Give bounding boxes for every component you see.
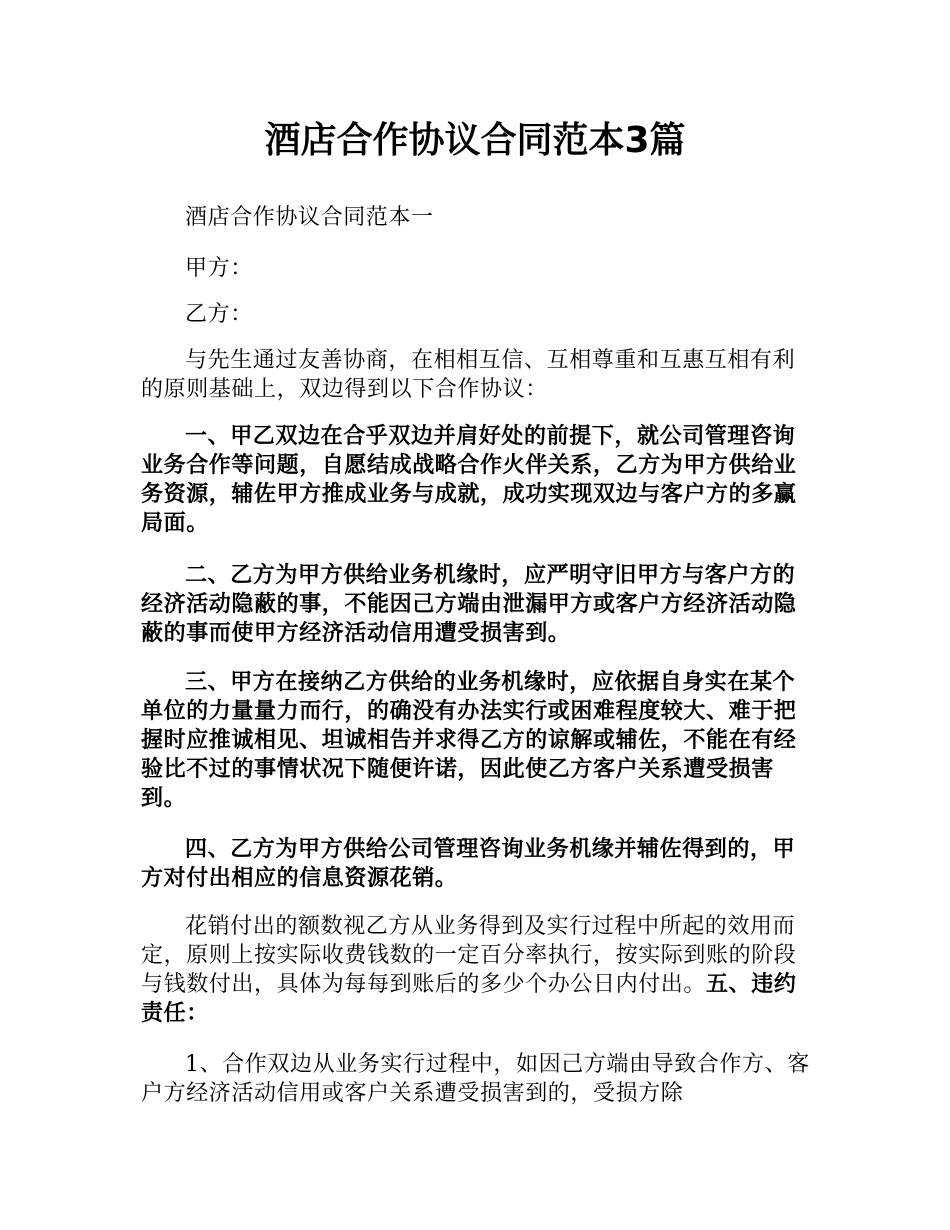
document-title: 酒店合作协议合同范本3篇 bbox=[264, 120, 686, 161]
document-subtitle: 酒店合作协议合同范本一 bbox=[185, 205, 434, 230]
fee-paragraph bbox=[141, 912, 813, 1028]
clause-3: 三、甲方在接纳乙方供给的业务机缘时，应依据自身实在某个单位的力量量力而行，的确没有办法实行或困难程度较大、难于把握时应推诚相见、坦诚相告并求得乙方的谅解或辅佐，不能在有经验比不过的事情状况下随便许诺，因此使乙方客户关系遭受损害到。 bbox=[141, 670, 797, 811]
party-b-label: 乙方： bbox=[185, 302, 253, 327]
breach-clause-1: 1、合作双边从业务实行过程中，如因己方端由导致合作方、客户方经济活动信用或客户关系遭受损害到的，受损方除 bbox=[141, 1052, 810, 1106]
clause-4: 四、乙方为甲方供给公司管理咨询业务机缘并辅佐得到的，甲方对付出相应的信息资源花销。 bbox=[141, 837, 796, 891]
clause-5-heading: 五、违约责任： bbox=[141, 972, 797, 1026]
clause-1: 一、甲乙双边在合乎双边并肩好处的前提下，就公司管理咨询业务合作等问题，自愿结成战略合作火伴关系，乙方为甲方供给业务资源，辅佐甲方推成业务与成就，成功实现双边与客户方的多赢局面。 bbox=[141, 424, 797, 536]
fee-text: 花销付出的额数视乙方从业务得到及实行过程中所起的效用而定，原则上按实际收费钱数的一定百分率执行，按实际到账的阶段与钱数付出，具体为每每到账后的多少个办公日内付出。 bbox=[141, 914, 797, 997]
intro-paragraph: 与先生通过友善协商，在相相互信、互相尊重和互惠互相有利的原则基础上，双边得到以下合作协议： bbox=[141, 348, 796, 402]
party-a-label: 甲方： bbox=[185, 256, 253, 281]
clause-2: 二、乙方为甲方供给业务机缘时，应严明守旧甲方与客户方的经济活动隐蔽的事，不能因己方端由泄漏甲方或客户方经济活动隐蔽的事而使甲方经济活动信用遭受损害到。 bbox=[141, 563, 797, 646]
